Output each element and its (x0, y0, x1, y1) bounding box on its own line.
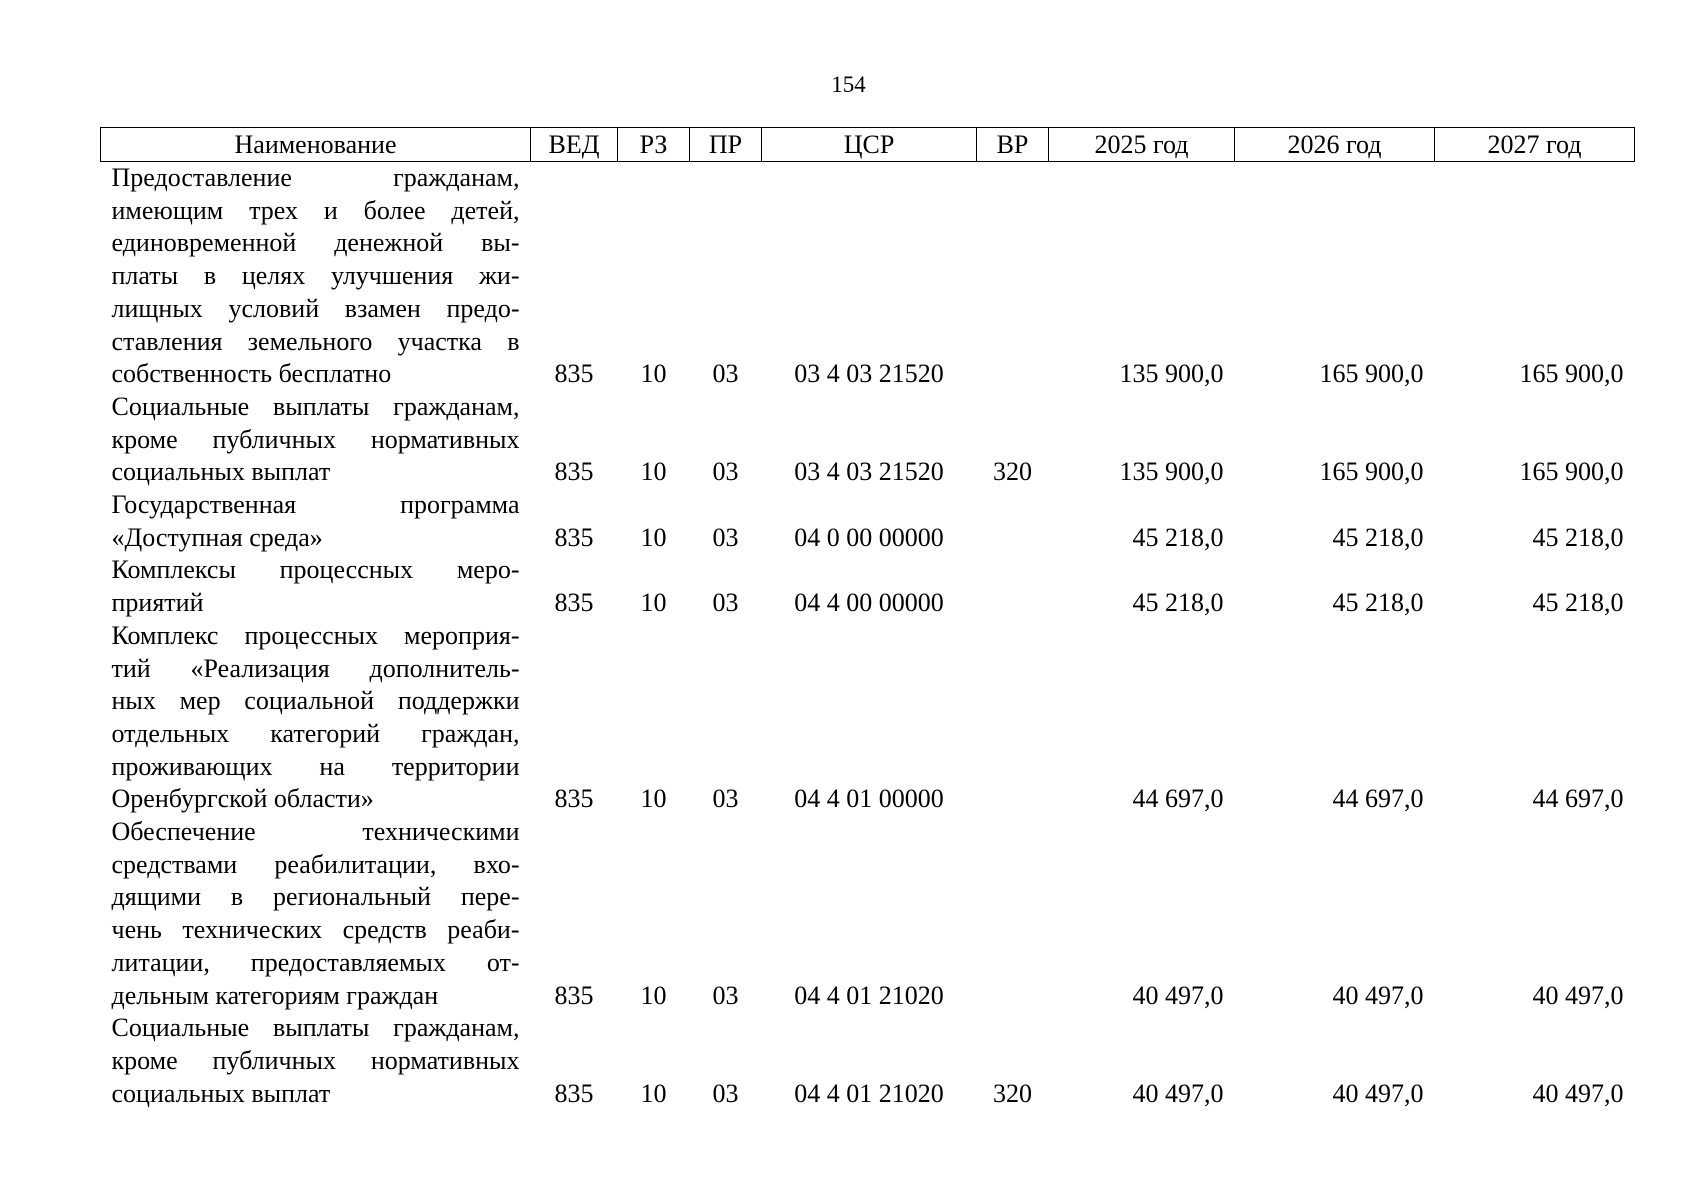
name-line: ных мер социальной поддержки (111, 686, 520, 716)
cell-pr: 03 (712, 1078, 739, 1108)
name-line: кроме публичных нормативных (111, 1045, 520, 1075)
name-line: Социальные выплаты гражданам, (111, 391, 520, 421)
name-line: единовременной денежной вы- (111, 228, 520, 258)
cell-2026: 45 218,0 (1332, 588, 1424, 618)
cell-2025: 135 900,0 (1119, 457, 1224, 487)
cell-name (101, 162, 531, 391)
cell-rz: 10 (640, 980, 667, 1010)
cell-csr: 04 0 00 00000 (794, 522, 944, 552)
name-line: Обеспечение техническими (111, 817, 520, 847)
cell-name (101, 620, 531, 816)
cell-ved: 835 (554, 980, 594, 1010)
cell-vr (977, 620, 1049, 816)
header-pr: ПР (690, 128, 762, 162)
name-line: дящими в региональный пере- (111, 882, 520, 912)
cell-csr: 04 4 01 21020 (794, 980, 944, 1010)
cell-rz: 10 (640, 588, 667, 618)
header-rz: РЗ (618, 128, 690, 162)
name-line: социальных выплат (111, 1078, 331, 1108)
cell-2027: 40 497,0 (1532, 980, 1624, 1010)
cell-vr (977, 816, 1049, 1012)
header-name: Наименование (101, 128, 531, 162)
header-2025: 2025 год (1049, 128, 1235, 162)
name-line: Комплекс процессных мероприя- (111, 620, 520, 650)
name-line: собственность бесплатно (111, 359, 392, 389)
cell-ved: 835 (554, 1078, 594, 1108)
name-line: литации, предоставляемых от- (111, 947, 520, 977)
header-csr: ЦСР (762, 128, 977, 162)
cell-pr: 03 (712, 980, 739, 1010)
page-number: 154 (831, 72, 866, 97)
table-row (101, 162, 1635, 391)
cell-pr: 03 (712, 784, 739, 814)
cell-rz: 10 (640, 522, 667, 552)
cell-name (101, 489, 531, 554)
cell-2025: 40 497,0 (1132, 1078, 1224, 1108)
table-row (101, 816, 1635, 1012)
name-line: Социальные выплаты гражданам, (111, 1013, 520, 1043)
cell-csr: 04 4 01 00000 (794, 784, 944, 814)
cell-2025: 44 697,0 (1132, 784, 1224, 814)
cell-csr: 04 4 01 21020 (794, 1078, 944, 1108)
name-line: приятий (111, 588, 204, 618)
cell-pr: 03 (712, 522, 739, 552)
header-2027: 2027 год (1435, 128, 1635, 162)
name-line: тий «Реализация дополнитель- (111, 653, 520, 683)
name-line: дельным категориям граждан (111, 980, 439, 1010)
cell-vr (977, 489, 1049, 554)
table-row (101, 620, 1635, 816)
name-line: чень технических средств реаби- (111, 915, 520, 945)
cell-ved: 835 (554, 457, 594, 487)
cell-pr: 03 (712, 588, 739, 618)
cell-ved: 835 (554, 784, 594, 814)
cell-2026: 40 497,0 (1332, 980, 1424, 1010)
cell-csr: 03 4 03 21520 (794, 359, 944, 389)
name-line: Оренбургской области» (111, 784, 374, 814)
cell-rz: 10 (640, 784, 667, 814)
cell-name (101, 554, 531, 619)
cell-2026: 44 697,0 (1332, 784, 1424, 814)
table-header-row (101, 128, 1635, 162)
cell-2027: 44 697,0 (1532, 784, 1624, 814)
cell-2025: 135 900,0 (1119, 359, 1224, 389)
cell-ved: 835 (554, 522, 594, 552)
name-line: «Доступная среда» (111, 522, 323, 552)
header-2026: 2026 год (1235, 128, 1435, 162)
name-line: Государственная программа (111, 490, 520, 520)
name-line: Предоставление гражданам, (111, 163, 520, 192)
name-line: проживающих на территории (111, 751, 520, 781)
cell-2027: 45 218,0 (1532, 522, 1624, 552)
name-line: Комплексы процессных меро- (111, 555, 520, 585)
cell-vr (977, 554, 1049, 619)
name-line: имеющим трех и более детей, (111, 195, 520, 225)
cell-ved: 835 (554, 588, 594, 618)
header-vr: ВР (977, 128, 1049, 162)
cell-2027: 45 218,0 (1532, 588, 1624, 618)
cell-csr: 04 4 00 00000 (794, 588, 944, 618)
cell-2025: 40 497,0 (1132, 980, 1224, 1010)
cell-vr: 320 (993, 457, 1032, 487)
table-row (101, 391, 1635, 489)
cell-2026: 40 497,0 (1332, 1078, 1424, 1108)
cell-name (101, 816, 531, 1012)
cell-2027: 40 497,0 (1532, 1078, 1624, 1108)
cell-vr (977, 162, 1049, 391)
cell-pr: 03 (712, 457, 739, 487)
cell-2025: 45 218,0 (1132, 588, 1224, 618)
cell-name (101, 1012, 531, 1110)
cell-pr: 03 (712, 359, 739, 389)
cell-rz: 10 (640, 457, 667, 487)
table-row (101, 489, 1635, 554)
budget-table (100, 127, 1635, 1110)
name-line: отдельных категорий граждан, (111, 718, 520, 748)
header-ved: ВЕД (531, 128, 618, 162)
table-row (101, 554, 1635, 619)
cell-csr: 03 4 03 21520 (794, 457, 944, 487)
name-line: средствами реабилитации, вхо- (111, 849, 520, 879)
name-line: платы в целях улучшения жи- (111, 261, 520, 291)
cell-name (101, 391, 531, 489)
cell-2026: 45 218,0 (1332, 522, 1424, 552)
cell-2027: 165 900,0 (1519, 359, 1624, 389)
cell-2026: 165 900,0 (1319, 457, 1424, 487)
name-line: лищных условий взамен предо- (111, 293, 520, 323)
cell-rz: 10 (640, 1078, 667, 1108)
cell-rz: 10 (640, 359, 667, 389)
table-body (101, 162, 1635, 1111)
cell-ved: 835 (554, 359, 594, 389)
table-row (101, 1012, 1635, 1110)
name-line: кроме публичных нормативных (111, 424, 520, 454)
name-line: ставления земельного участка в (111, 326, 520, 356)
cell-2026: 165 900,0 (1319, 359, 1424, 389)
cell-2025: 45 218,0 (1132, 522, 1224, 552)
cell-2027: 165 900,0 (1519, 457, 1624, 487)
cell-vr: 320 (993, 1078, 1032, 1108)
name-line: социальных выплат (111, 457, 331, 487)
